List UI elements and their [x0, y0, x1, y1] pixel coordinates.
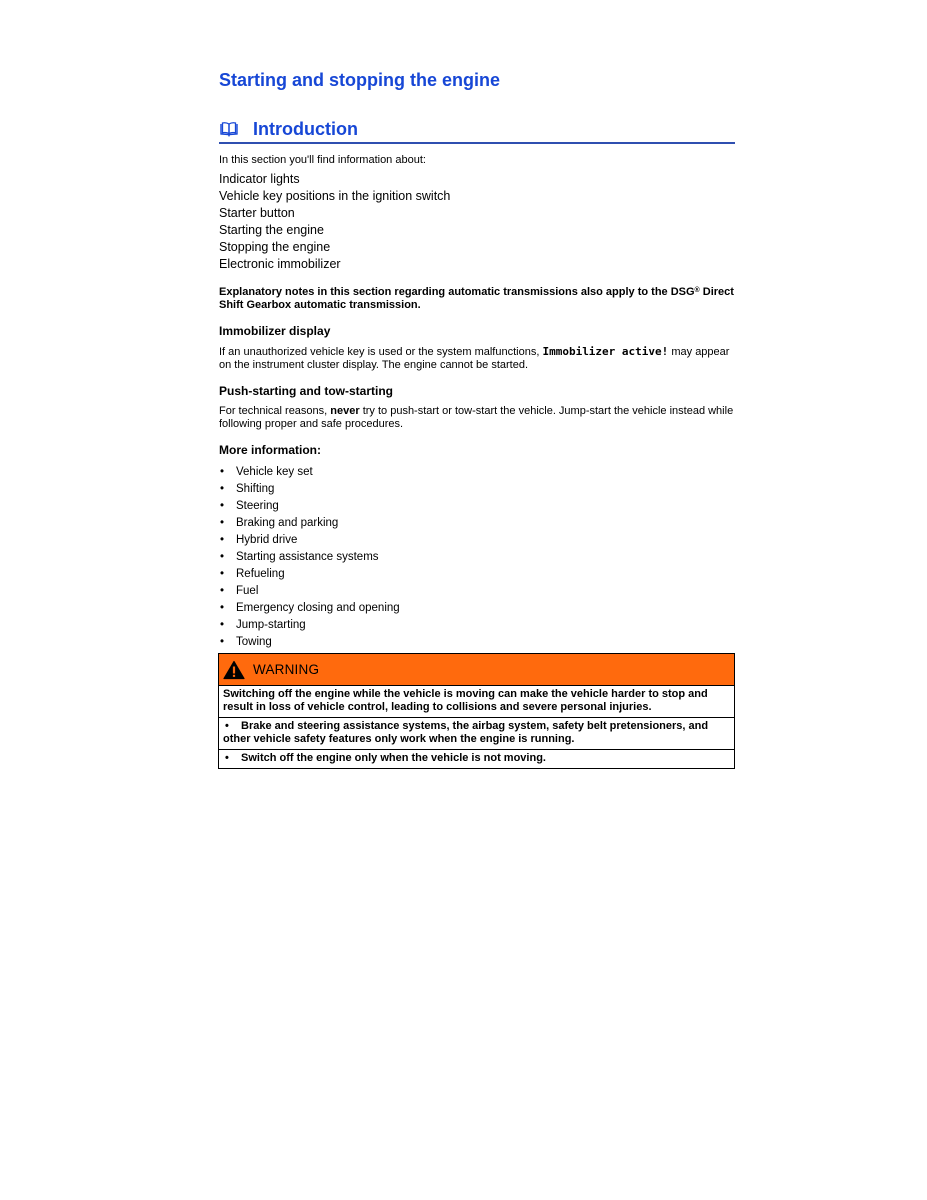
bullet: • [220, 483, 225, 495]
immobilizer-heading: Immobilizer display [219, 324, 331, 338]
immobilizer-text-start: If an unauthorized vehicle key is used or the system malfunctions, [219, 346, 543, 358]
bullet: • [220, 466, 225, 478]
list-item: Starting the engine [219, 223, 324, 237]
link-item[interactable] [219, 617, 735, 634]
immobilizer-text [219, 345, 735, 372]
list-item: Electronic immobilizer [219, 257, 341, 271]
link-item[interactable] [219, 583, 735, 600]
bullet: • [220, 517, 225, 529]
link-item[interactable] [219, 498, 735, 515]
warning-point [219, 750, 734, 768]
bullet: • [220, 551, 225, 563]
list-item: Stopping the engine [219, 240, 331, 254]
warning-box [218, 653, 735, 769]
link-text: Braking and parking [236, 517, 339, 529]
list-item: Vehicle key positions in the ignition switch [219, 189, 451, 203]
warning-triangle-icon [223, 660, 245, 680]
book-icon [219, 121, 239, 137]
push-start-text-end: try to push-start or tow-start the vehicle. Jump-start the vehicle instead while following proper and safe procedures. [219, 405, 734, 430]
bullet: • [220, 585, 225, 597]
push-start-text [219, 405, 735, 431]
link-text: Vehicle key set [236, 466, 313, 478]
display-message: Immobilizer active! [542, 345, 669, 358]
link-item[interactable] [219, 549, 735, 566]
section-title: Introduction [253, 119, 358, 139]
note-text: Explanatory notes in this section regarding automatic transmissions also apply to the DSG [219, 286, 695, 298]
registered-mark: ® [694, 287, 700, 294]
link-text: Emergency closing and opening [236, 602, 400, 614]
transmission-note [219, 286, 735, 312]
section-header [219, 118, 735, 144]
link-text: Shifting [236, 483, 275, 495]
warning-point-text: Brake and steering assistance systems, the airbag system, safety belt pretensioners, and other vehicle safety features only work when the engine is running. [223, 720, 709, 745]
page-content [219, 68, 735, 651]
warning-header [219, 654, 734, 686]
link-text: Refueling [236, 568, 285, 580]
warning-point [219, 718, 734, 750]
bullet: • [220, 568, 225, 580]
push-start-heading: Push-starting and tow-starting [219, 384, 393, 398]
list-item: Starter button [219, 206, 295, 220]
link-item[interactable] [219, 532, 735, 549]
link-text: Starting assistance systems [236, 551, 379, 563]
bullet: • [220, 636, 225, 648]
bullet: • [225, 752, 229, 764]
immobilizer-text-end: may appear on the instrument cluster display. The engine cannot be started. [219, 346, 730, 371]
link-text: Hybrid drive [236, 534, 298, 546]
bullet: • [220, 534, 225, 546]
link-item[interactable] [219, 566, 735, 583]
chapter-title: Starting and stopping the engine [219, 70, 500, 90]
link-text: Steering [236, 500, 279, 512]
warning-title: WARNING [253, 662, 320, 677]
link-text: Jump-starting [236, 619, 306, 631]
bullet: • [220, 500, 225, 512]
link-item[interactable] [219, 515, 735, 532]
bullet: • [220, 602, 225, 614]
note-text-end: Direct Shift Gearbox automatic transmission. [219, 286, 734, 311]
push-start-text-start: For technical reasons, [219, 405, 331, 417]
link-text: Fuel [236, 585, 259, 597]
list-item: Indicator lights [219, 172, 300, 186]
link-text: Towing [236, 636, 272, 648]
more-info-heading: More information: [219, 443, 321, 457]
link-item[interactable] [219, 481, 735, 498]
topic-list [219, 171, 735, 273]
link-item[interactable] [219, 634, 735, 651]
emphasis-never: never [330, 405, 360, 417]
link-item[interactable] [219, 464, 735, 481]
intro-text: In this section you'll find information about: [219, 154, 426, 166]
more-info-list [219, 464, 735, 651]
link-item[interactable] [219, 600, 735, 617]
bullet: • [225, 720, 229, 732]
bullet: • [220, 619, 225, 631]
warning-point-text: Switch off the engine only when the vehicle is not moving. [241, 752, 546, 764]
warning-lead: Switching off the engine while the vehicle is moving can make the vehicle harder to stop and result in loss of vehicle control, leading to collisions and severe personal injuries. [219, 686, 734, 718]
